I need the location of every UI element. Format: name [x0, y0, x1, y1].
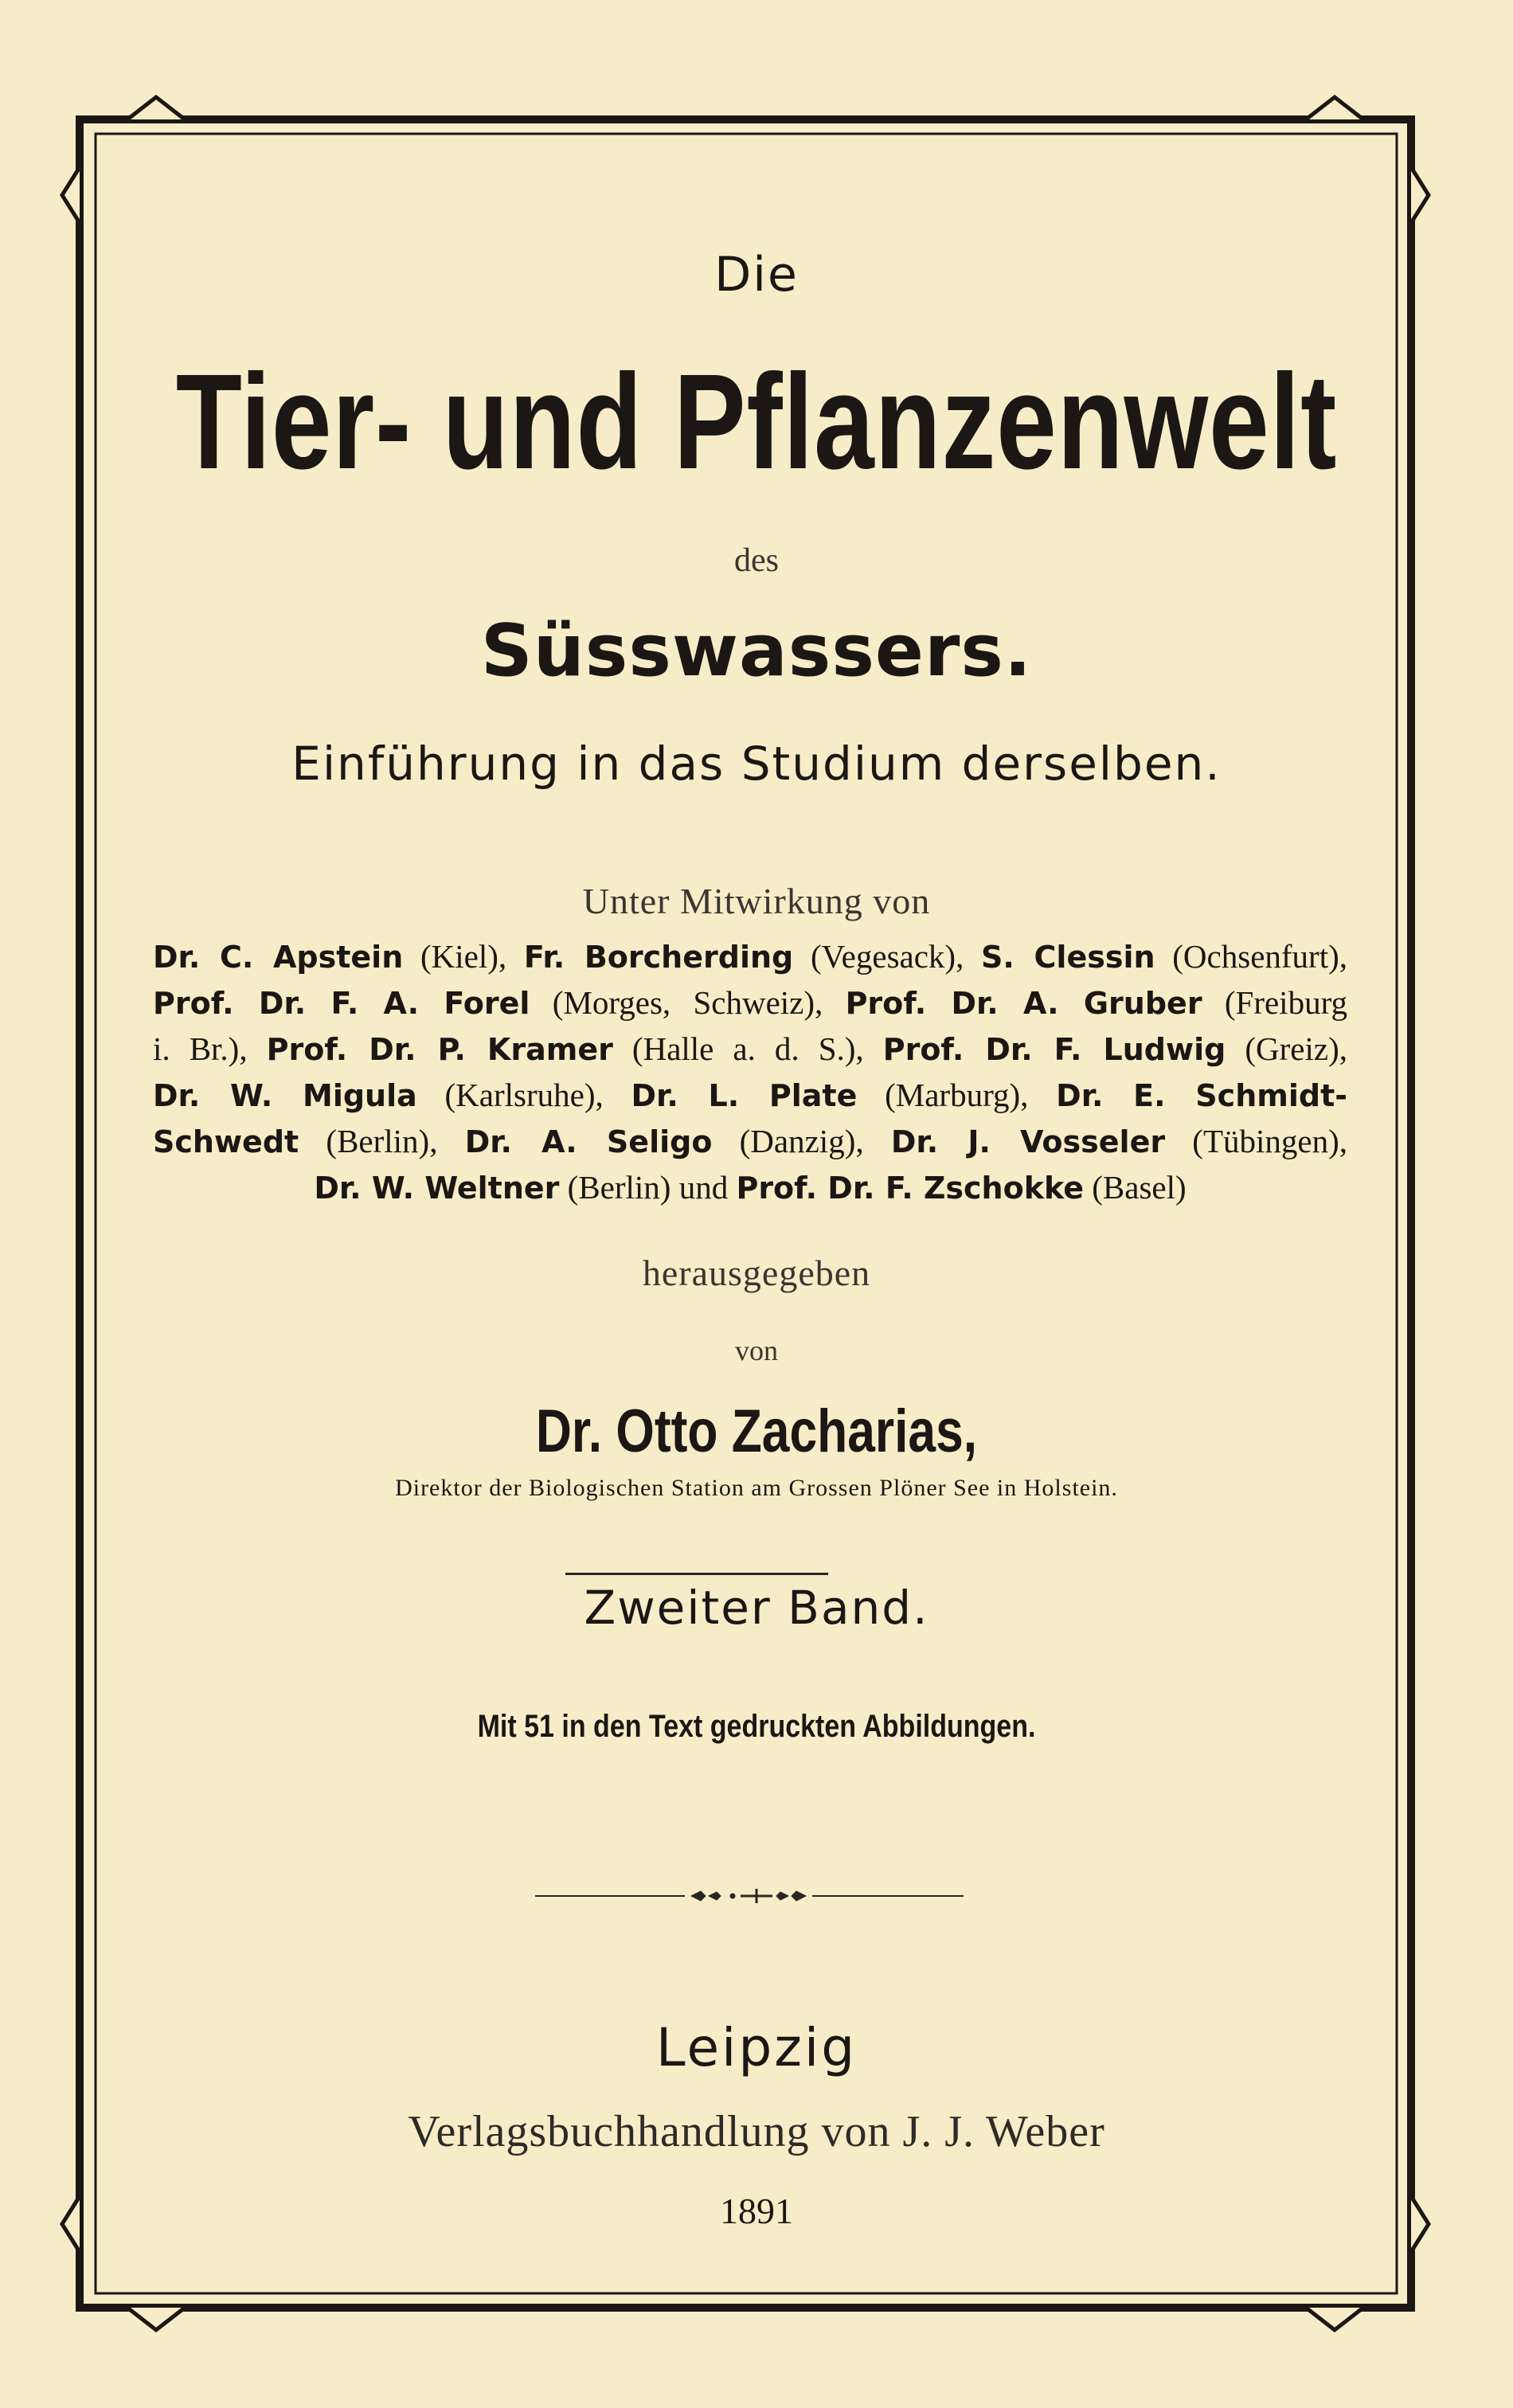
collaboration-intro: Unter Mitwirkung von [582, 881, 931, 921]
contributor-name: Prof. Dr. F. Ludwig [882, 1032, 1226, 1067]
contributor-location: (Berlin), [299, 1123, 465, 1159]
publication-year: 1891 [720, 2191, 793, 2231]
contributor-name: Prof. Dr. F. Zschokke [736, 1171, 1085, 1206]
title-prefix: Die [714, 247, 799, 303]
contributor-location: (Danzig), [712, 1123, 891, 1159]
contributor-name: Dr. L. Plate [631, 1078, 858, 1113]
contributor-name: Prof. Dr. P. Kramer [266, 1032, 613, 1067]
by-label: von [735, 1335, 778, 1366]
contributor-location: (Greiz), [1226, 1030, 1347, 1067]
contributor-name: Fr. Borcherding [523, 940, 794, 975]
contributor-location: (Morges, Schweiz), [530, 984, 846, 1021]
contributor-location: (Karlsruhe), [416, 1077, 631, 1113]
contributor-location: (Kiel), [403, 938, 524, 975]
editor-role: Direktor der Biologischen Station am Grossen Plöner See in Holstein. [395, 1475, 1118, 1501]
contributor-name: Dr. A. Seligo [464, 1124, 713, 1159]
contributor-name: Dr. W. Migula [153, 1078, 417, 1113]
contributor-name: Dr. J. Vosseler [890, 1124, 1166, 1159]
contributor-name: Prof. Dr. F. A. Forel [153, 986, 530, 1021]
contributor-location: (Freiburg [1202, 984, 1347, 1021]
title-subject: Süsswassers. [480, 609, 1033, 693]
contributor-location: (Vegesack), [793, 938, 982, 975]
contributor-name: S. Clessin [981, 940, 1155, 975]
publication-city: Leipzig [655, 2017, 858, 2078]
contributor-name: Dr. C. Apstein [153, 940, 404, 975]
contributor-name: Prof. Dr. A. Gruber [845, 986, 1202, 1021]
illustrations-note: Mit 51 in den Text gedruckten Abbildungen. [477, 1709, 1036, 1744]
publisher: Verlagsbuchhandlung von J. J. Weber [408, 2107, 1105, 2156]
main-title: Tier- und Pflanzenwelt [175, 346, 1338, 498]
contributor-location: (Basel) [1084, 1169, 1187, 1206]
contributor-name: Dr. W. Weltner [314, 1171, 560, 1206]
title-connector: des [734, 542, 779, 579]
contributor-name: Schwedt [153, 1124, 299, 1159]
contributor-location: (Tübingen), [1165, 1123, 1348, 1159]
editor-name: Dr. Otto Zacharias, [535, 1398, 978, 1465]
contributor-location: (Halle a. d. S.), [612, 1030, 883, 1067]
subtitle: Einführung in das Studium derselben. [291, 737, 1222, 791]
contributor-location: (Marburg), [857, 1077, 1057, 1113]
edited-label: herausgegeben [642, 1253, 871, 1293]
contributor-name: Dr. E. Schmidt- [1056, 1078, 1348, 1113]
contributor-location: (Berlin) und [559, 1169, 737, 1206]
contributor-location: (Ochsenfurt), [1155, 938, 1347, 975]
contributor-location: i. Br.), [153, 1030, 267, 1067]
volume-label: Zweiter Band. [584, 1581, 929, 1635]
